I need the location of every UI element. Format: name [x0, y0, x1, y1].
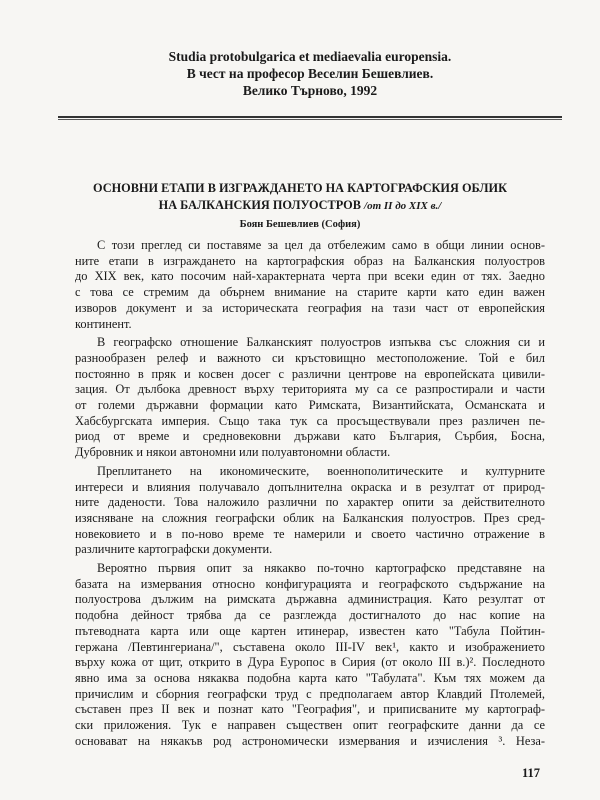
title-line — [0, 197, 600, 215]
text-line: Преплитането на икономическите, военнополитическите и културните — [97, 463, 545, 478]
page-number: 117 — [521, 766, 540, 780]
journal-header — [0, 48, 600, 99]
text-line: Хабсбургската империя. Също така тук са просъществували през различен пе- — [75, 413, 545, 428]
text-line: съставен през II век и познат като "География", и приписваните му картограф- — [75, 702, 545, 717]
text-line: изворов документ и за историческата география на тази част от европейския — [75, 300, 545, 315]
text-line: с това се стремим да обърнем внимание на старите карти като един важен — [75, 285, 545, 300]
paragraph — [75, 561, 545, 749]
text-line: Вероятно първия опит за някакво по-точно картографско представяне на — [97, 561, 545, 576]
text-line: пътеводната карта или още картен итинерар, известен като "Табула Пойтин- — [75, 623, 545, 638]
text-line: новековието и в по-ново време те намерили и своето частично отражение в — [75, 526, 545, 541]
text-line: континент. — [75, 316, 132, 331]
text-line: изясняване на сложния географски облик на Балканския полуостров. През сред- — [75, 510, 545, 525]
title-line: ОСНОВНИ ЕТАПИ В ИЗГРАЖДАНЕТО НА КАРТОГРАФСКИЯ ОБЛИК — [93, 181, 507, 195]
text-line: ните етапи в изграждането на картографския образ на Балканския полуостров — [75, 253, 545, 268]
text-line: В географско отношение Балканският полуостров изпъква със сложния си и — [97, 335, 545, 350]
paragraph — [75, 238, 545, 332]
header-line: Велико Търново, 1992 — [242, 83, 378, 98]
text-line: зация. От дълбока древност върху територията му са се разпростирали и части — [75, 382, 545, 397]
title-line-text: НА БАЛКАНСКИЯ ПОЛУОСТРОВ — [158, 198, 361, 212]
text-line: риод от време и средновековни държави като България, Сърбия, Босна, — [75, 429, 545, 444]
title-suffix: /от II до XIX в./ — [364, 200, 442, 212]
text-line: явно има за основа някаква подобна карта като "Табулата". Към тях можем да — [75, 670, 545, 685]
text-line: постоянно в пряк и косвен досег с различни центрове на европейската цивили- — [75, 366, 545, 381]
text-line: гержана /Певтингериана/", съставена около III-IV век¹, както и изображението — [75, 639, 545, 654]
text-line: Дубровник и някои автономни или полуавтономни области. — [75, 445, 391, 460]
paragraph — [75, 464, 545, 558]
paragraph — [75, 335, 545, 461]
text-line: до XIX век, като посочим най-характерната черта при всеки един от тях. Заедно — [75, 269, 545, 284]
text-line: от големи държавни формации като Римската, Византийската, Османската и — [75, 398, 545, 413]
article-title — [0, 180, 600, 215]
text-line: причислим и сборния географски труд с предполагаем автор Клавдий Птолемей, — [75, 686, 545, 701]
article-author: Боян Бешевлиев (София) — [239, 219, 361, 230]
header-divider — [58, 116, 562, 120]
article-body — [75, 238, 545, 753]
text-line: ски приложения. Тук е направен съществен опит географските данни да се — [75, 718, 545, 733]
text-line: върху кожа от щит, открито в Дура Еуропос в Сирия (от около III в.)². Последното — [75, 655, 545, 670]
text-line: ните дадености. Това наложило различни по характер опити за действителното — [75, 495, 545, 510]
text-line: полуострова дължим на римската държавна администрация. Като резултат от — [75, 592, 545, 607]
header-line: В чест на професор Веселин Бешевлиев. — [186, 66, 434, 81]
text-line: базата на измервания относно конфигурацията и географското съдържание на — [75, 576, 545, 591]
header-line: Studia protobulgarica et mediaevalia europensia. — [168, 49, 452, 64]
text-line: разнообразен релеф и важното си кръстовищно местоположение. Той е бил — [75, 350, 545, 365]
text-line: С този преглед си поставяме за цел да отбележим само в общи линии основ- — [97, 238, 545, 252]
text-line: интереси и влияния получавало допълнителна окраска и в резултат от природ- — [75, 479, 545, 494]
text-line: различните картографски документи. — [75, 542, 273, 557]
text-line: подобна дейност трябва да се разглежда достигналото до нас копие на — [75, 608, 545, 623]
text-line: основават на някакъв род астрономически измервания и изчисления ³. Неза- — [75, 733, 545, 748]
